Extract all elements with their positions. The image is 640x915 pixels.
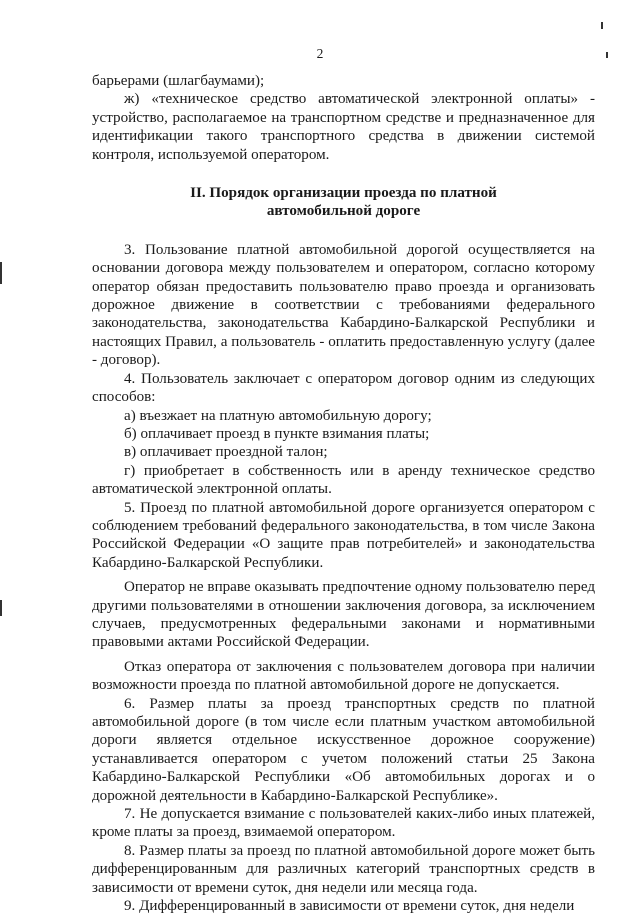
paragraph-7: 7. Не допускается взимание с пользователей каких-либо иных платежей, кроме платы за проезд, взимаемой оператором.	[92, 806, 595, 841]
paragraph-4: 4. Пользователь заключает с оператором договор одним из следующих способов:	[92, 370, 595, 406]
paragraph-3: 3. Пользование платной автомобильной дорогой осуществляется на основании договора между пользователем и оператором, согласно которому оператор обязан предоставить пользователю право проезда и организовать дорожное движение в соответствии с требованиями федерального законодательства, законодательства Кабардино-Балкарской Республики и настоящих Правил, а пользователь - оплатить предоставленную услугу (далее - договор).	[92, 241, 595, 369]
paragraph-5: 5. Проезд по платной автомобильной дороге организуется оператором с соблюдением требований федерального законодательства, в том числе Закона Российской Федерации «О защите прав потребителей» и законодательства Кабардино-Балкарской Республики.	[92, 499, 595, 571]
scan-mark-left	[0, 262, 2, 284]
paragraph-9: 9. Дифференцированный в зависимости от времени суток, дня недели	[124, 898, 575, 915]
list-item-b: б) оплачивает проезд в пункте взимания платы;	[124, 425, 430, 442]
page-number: 2	[316, 46, 324, 61]
definition-zh: ж) «техническое средство автоматической электронной оплаты» - устройство, располагаемое на транспортном средстве и предназначенное для идентификации такого транспортного средства в движении системой контроля, используемой оператором.	[92, 91, 595, 163]
document-body	[92, 72, 595, 915]
list-item-a: а) въезжает на платную автомобильную дорогу;	[124, 407, 432, 424]
list-item-d: г) приобретает в собственность или в аренду техническое средство автоматической электронной оплаты.	[92, 462, 595, 498]
section-heading	[92, 184, 595, 221]
section-heading-line2: автомобильной дороге	[266, 203, 421, 220]
paragraph-5-operator: Оператор не вправе оказывать предпочтение одному пользователю перед другими пользователями в отношении заключения договора, за исключением случаев, предусмотренных федеральными законами и нормативными правовыми актами Российской Федерации.	[92, 579, 595, 651]
scan-mark-right	[606, 52, 608, 58]
text-line: барьерами (шлагбаумами);	[92, 73, 265, 89]
scan-mark-left-lower	[0, 600, 2, 616]
scan-mark-top-right	[601, 22, 603, 29]
list-item-c: в) оплачивает проездной талон;	[124, 444, 328, 461]
paragraph-8: 8. Размер платы за проезд по платной автомобильной дороге может быть дифференцированным для различных категорий транспортных средств в зависимости от времени суток, дня недели или месяца года.	[92, 842, 595, 896]
paragraph-6: 6. Размер платы за проезд транспортных средств по платной автомобильной дороге (в том числе если платным участком автомобильной дороги является отдельное искусственное дорожное сооружение) устанавливается оператором с учетом положений статьи 25 Закона Кабардино-Балкарской Республики «Об автомобильных дорогах и о дорожной деятельности в Кабардино-Балкарской Республике».	[92, 695, 595, 804]
paragraph-5-refusal: Отказ оператора от заключения с пользователем договора при наличии возможности проезда по платной автомобильной дороге не допускается.	[92, 658, 595, 694]
section-heading-line1: II. Порядок организации проезда по платной	[190, 185, 497, 202]
